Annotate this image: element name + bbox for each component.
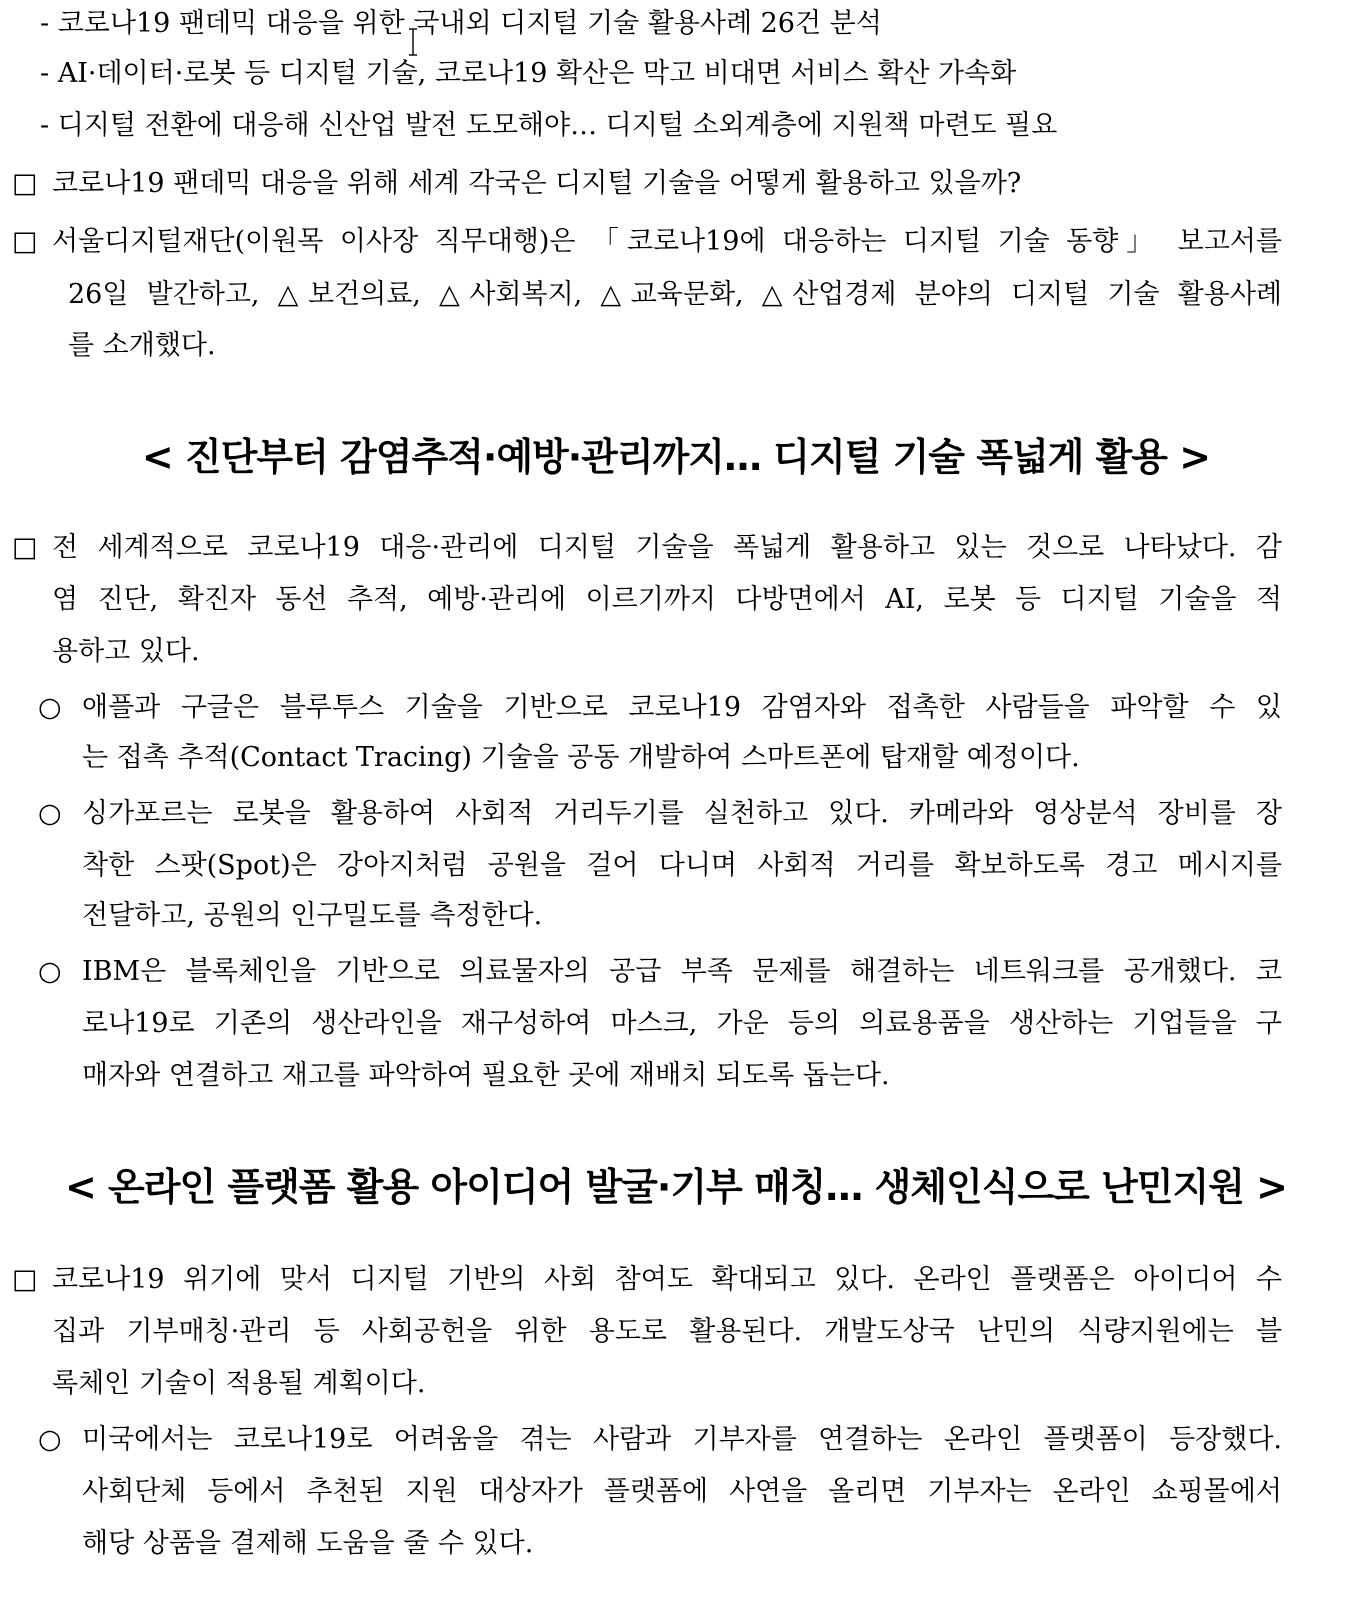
section-paragraph-line: 염 진단, 확진자 동선 추적, 예방·관리에 이르기까지 다방면에서 AI, 로봇 등 디지털 기술을 적 [52,584,1282,615]
intro-report-line: 26일 발간하고, △보건의료, △사회복지, △교육문화, △산업경제 분야의 디지털 기술 활용사례 [68,279,1282,310]
circle-bullet-marker: ○ [38,798,62,829]
bullet-line: 애플과 구글은 블루투스 기술을 기반으로 코로나19 감염자와 접촉한 사람들을 파악할 수 있 [82,692,1282,723]
bullet-line: 는 접촉 추적(Contact Tracing) 기술을 공동 개발하여 스마트폰에 탑재할 예정이다. [82,742,1080,773]
bullet-line: 해당 상품을 결제해 도움을 줄 수 있다. [82,1528,534,1559]
circle-bullet-marker: ○ [38,1424,62,1455]
bullet-line: 사회단체 등에서 추천된 지원 대상자가 플랫폼에 사연을 올리면 기부자는 온라인 쇼핑몰에서 [82,1476,1282,1507]
bullet-line: 싱가포르는 로봇을 활용하여 사회적 거리두기를 실천하고 있다. 카메라와 영상분석 장비를 장 [82,798,1282,829]
bullet-line: IBM은 블록체인을 기반으로 의료물자의 공급 부족 문제를 해결하는 네트워크를 공개했다. 코 [82,956,1282,987]
summary-item: - 디지털 전환에 대응해 신산업 발전 도모해야… 디지털 소외계층에 지원책 마련도 필요 [40,110,1058,141]
intro-report-line: 서울디지털재단(이원목 이사장 직무대행)은 「코로나19에 대응하는 디지털 기술 동향」 보고서를 [52,226,1282,257]
bullet-line: 매자와 연결하고 재고를 파악하여 필요한 곳에 재배치 되도록 돕는다. [82,1060,890,1091]
circle-bullet-marker: ○ [38,692,62,723]
bullet-line: 전달하고, 공원의 인구밀도를 측정한다. [82,900,543,931]
bullet-line: 미국에서는 코로나19로 어려움을 겪는 사람과 기부자를 연결하는 온라인 플랫폼이 등장했다. [82,1424,1282,1455]
circle-bullet-marker: ○ [38,956,62,987]
summary-item: - 코로나19 팬데믹 대응을 위한 국내외 디지털 기술 활용사례 26건 분석 [40,8,882,39]
section-heading: < 온라인 플랫폼 활용 아이디어 발굴·기부 매칭… 생체인식으로 난민지원 > [64,1165,1287,1209]
section-paragraph-line: 록체인 기술이 적용될 계획이다. [52,1368,426,1399]
section-paragraph-line: 코로나19 위기에 맞서 디지털 기반의 사회 참여도 확대되고 있다. 온라인 플랫폼은 아이디어 수 [52,1264,1282,1295]
section-paragraph-line: 용하고 있다. [52,636,200,667]
summary-item: - AI·데이터·로봇 등 디지털 기술, 코로나19 확산은 막고 비대면 서비스 확산 가속화 [40,58,1017,89]
bullet-line: 착한 스팟(Spot)은 강아지처럼 공원을 걸어 다니며 사회적 거리를 확보하도록 경고 메시지를 [82,850,1282,881]
checkbox-marker: □ [12,1264,38,1295]
text-cursor-icon [408,28,418,56]
checkbox-marker: □ [12,532,38,563]
checkbox-marker: □ [12,226,38,257]
intro-question: 코로나19 팬데믹 대응을 위해 세계 각국은 디지털 기술을 어떻게 활용하고 있을까? [52,168,1022,199]
section-heading: < 진단부터 감염추적·예방·관리까지… 디지털 기술 폭넓게 활용 > [141,435,1211,479]
section-paragraph-line: 전 세계적으로 코로나19 대응·관리에 디지털 기술을 폭넓게 활용하고 있는 것으로 나타났다. 감 [52,532,1282,563]
checkbox-marker: □ [12,168,38,199]
bullet-line: 로나19로 기존의 생산라인을 재구성하여 마스크, 가운 등의 의료용품을 생산하는 기업들을 구 [82,1008,1282,1039]
section-paragraph-line: 집과 기부매칭·관리 등 사회공헌을 위한 용도로 활용된다. 개발도상국 난민의 식량지원에는 블 [52,1316,1282,1347]
intro-report-line: 를 소개했다. [68,330,216,361]
